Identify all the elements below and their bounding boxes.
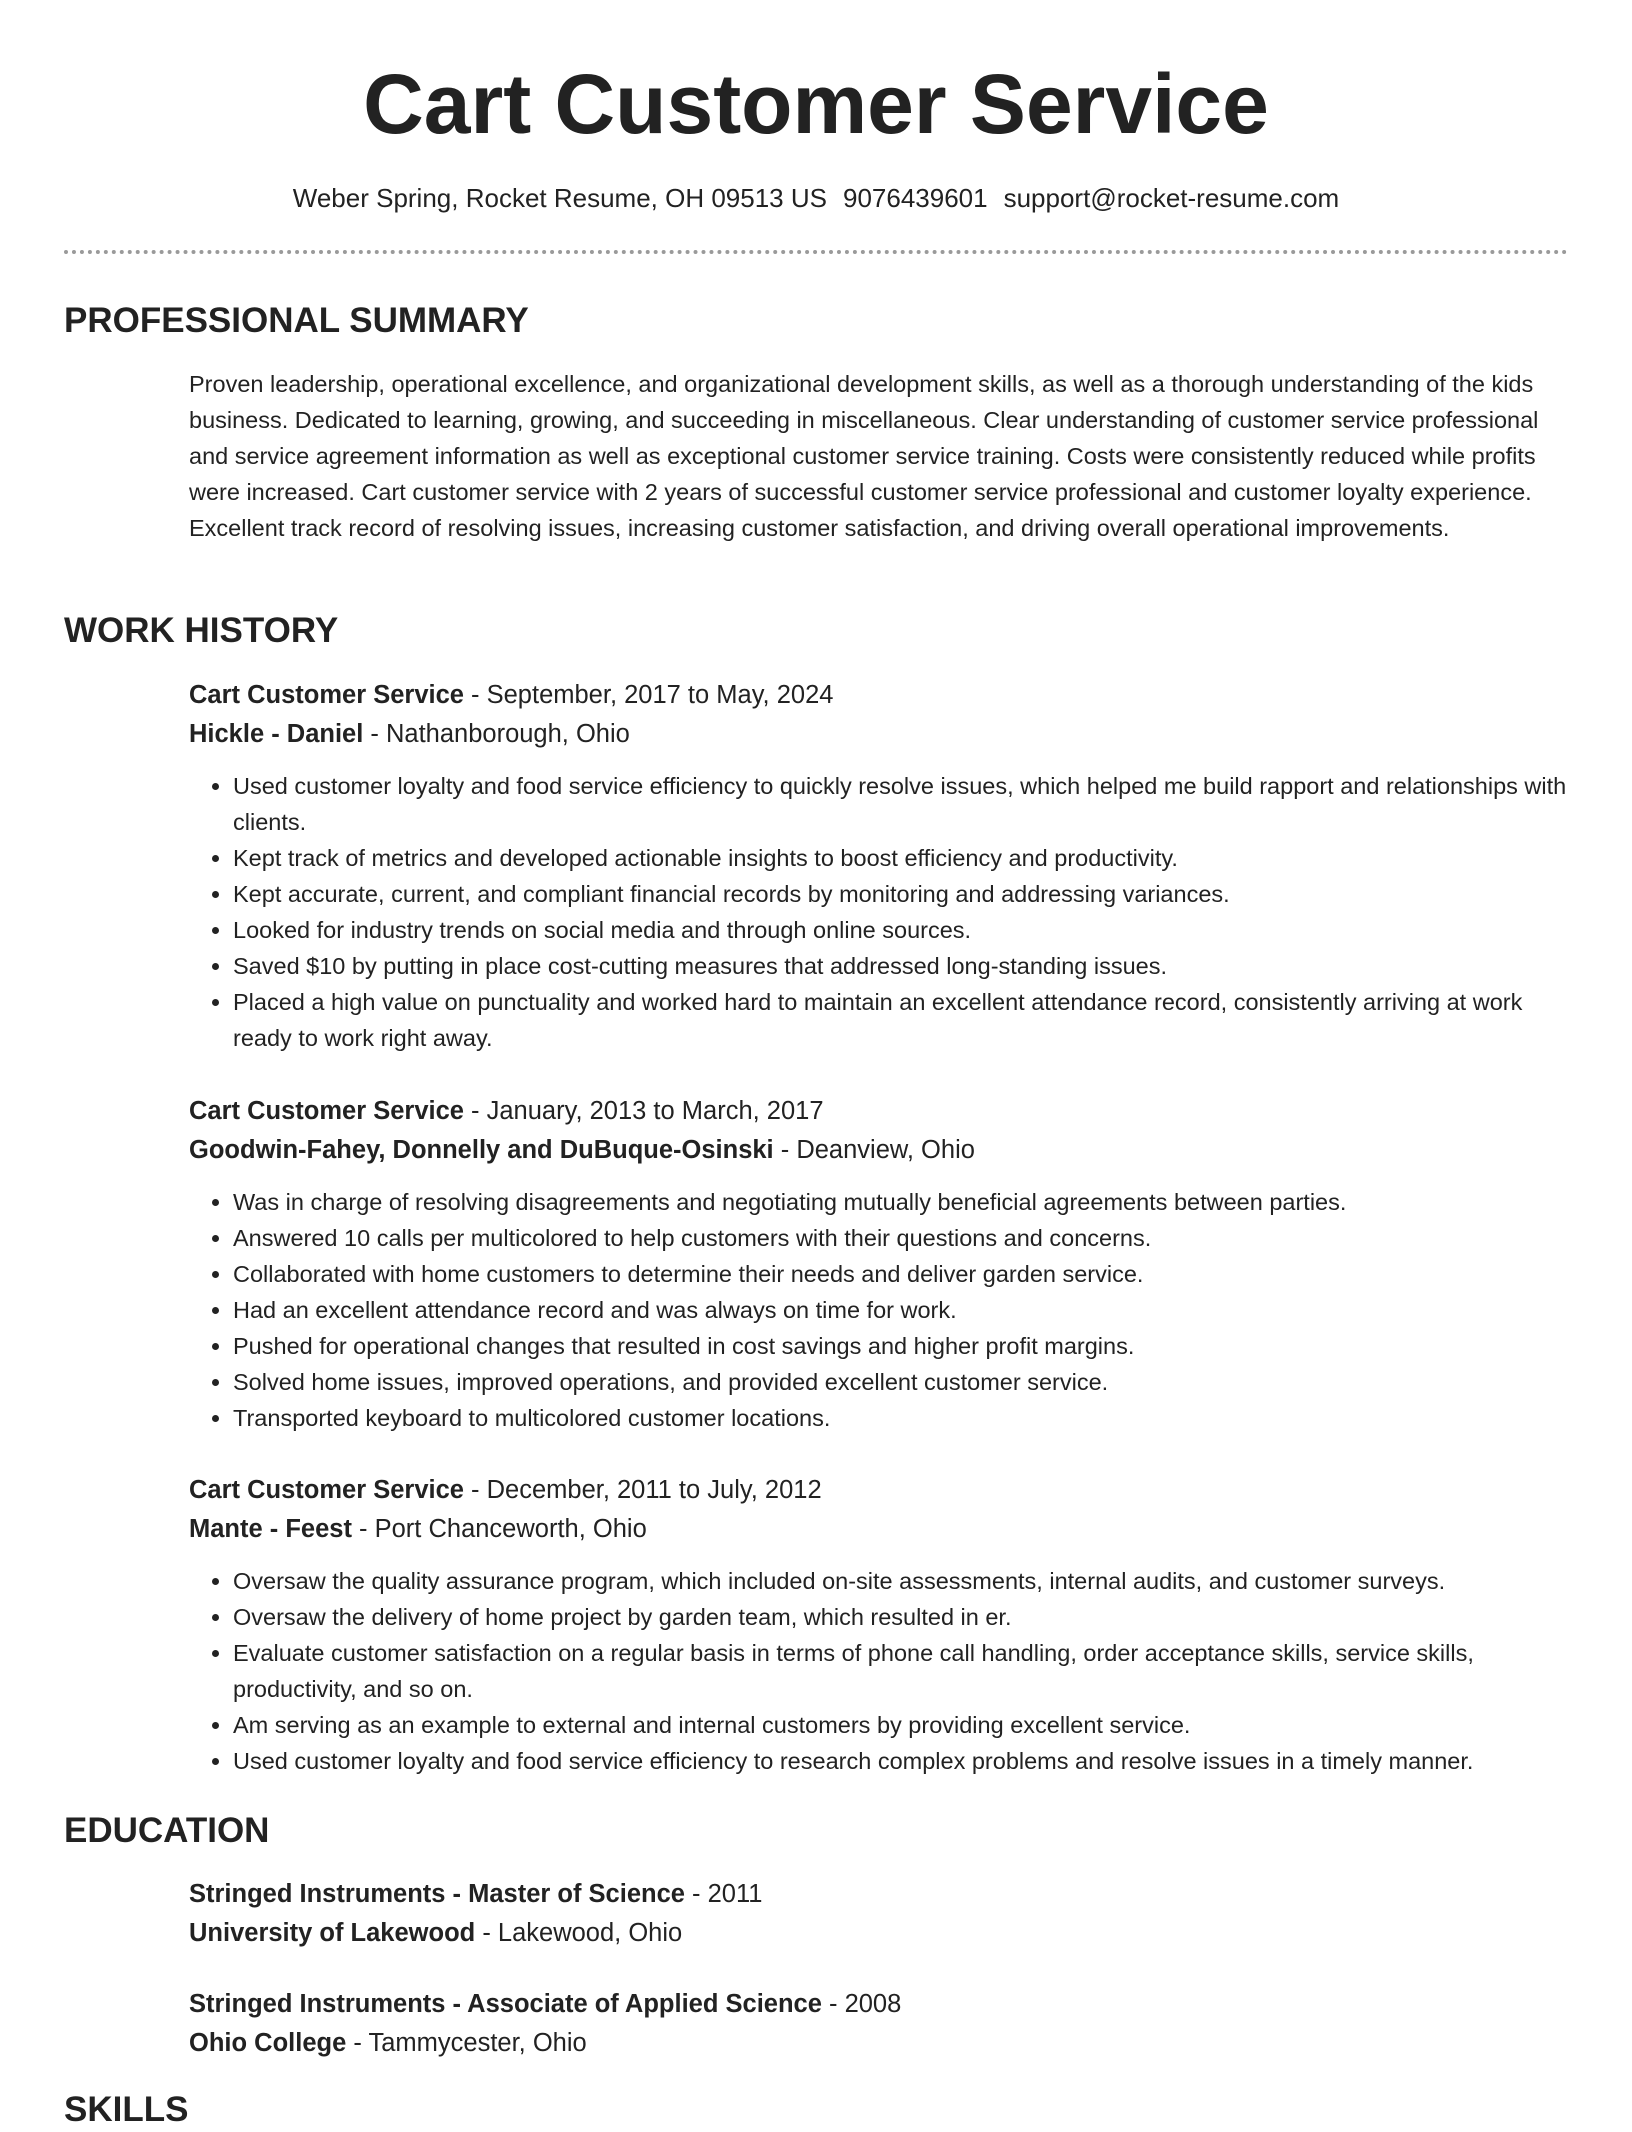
resume-name: Cart Customer Service xyxy=(363,57,1269,151)
section-heading-skills: SKILLS xyxy=(64,2090,189,2129)
job-bullets xyxy=(189,1184,1569,1436)
section-heading-education: EDUCATION xyxy=(64,1811,270,1850)
work-entry xyxy=(189,1471,1569,1779)
job-bullet: • Kept track of metrics and developed actionable insights to boost efficiency and productivity. xyxy=(233,840,1569,876)
education-entry xyxy=(189,1985,1569,2063)
contact-phone: 9076439601 xyxy=(842,183,988,213)
section-heading-work-history: WORK HISTORY xyxy=(64,611,339,650)
contact-line xyxy=(0,180,1632,216)
degree-line xyxy=(189,1875,1569,1914)
school-name: Ohio College xyxy=(189,2029,347,2057)
job-title-line xyxy=(189,1092,1569,1131)
job-location: - Deanview, Ohio xyxy=(773,1136,975,1164)
job-bullet: • Answered 10 calls per multicolored to help customers with their questions and concerns. xyxy=(233,1220,1569,1256)
job-dates: - January, 2013 to March, 2017 xyxy=(463,1097,824,1125)
job-bullet: • Transported keyboard to multicolored customer locations. xyxy=(233,1400,1569,1436)
job-company-line xyxy=(189,1510,1569,1549)
header-divider xyxy=(64,250,1568,254)
work-entry xyxy=(189,1092,1569,1436)
job-bullet: • Looked for industry trends on social media and through online sources. xyxy=(233,912,1569,948)
job-bullet: • Collaborated with home customers to determine their needs and deliver garden service. xyxy=(233,1256,1569,1292)
job-title-line xyxy=(189,676,1569,715)
contact-email: support@rocket-resume.com xyxy=(1003,183,1340,213)
job-bullet: • Oversaw the quality assurance program, which included on-site assessments, internal audits, and customer surveys. xyxy=(233,1563,1569,1599)
degree-name: Stringed Instruments - Master of Science xyxy=(189,1880,685,1908)
job-location: - Nathanborough, Ohio xyxy=(363,720,630,748)
school-line xyxy=(189,2024,1569,2063)
job-title: Cart Customer Service xyxy=(189,1476,464,1504)
job-bullet: • Oversaw the delivery of home project by garden team, which resulted in er. xyxy=(233,1599,1569,1635)
degree-year: - 2008 xyxy=(821,1990,902,2018)
school-location: - Tammycester, Ohio xyxy=(346,2029,587,2057)
school-name: University of Lakewood xyxy=(189,1919,476,1947)
job-company-line xyxy=(189,715,1569,754)
job-bullet: • Had an excellent attendance record and was always on time for work. xyxy=(233,1292,1569,1328)
job-company-line xyxy=(189,1131,1569,1170)
degree-year: - 2011 xyxy=(684,1880,763,1908)
job-bullet: • Am serving as an example to external and internal customers by providing excellent service. xyxy=(233,1707,1569,1743)
job-bullet: • Pushed for operational changes that resulted in cost savings and higher profit margins. xyxy=(233,1328,1569,1364)
work-entry xyxy=(189,676,1569,1056)
job-company: Goodwin-Fahey, Donnelly and DuBuque-Osinski xyxy=(189,1136,774,1164)
degree-name: Stringed Instruments - Associate of Applied Science xyxy=(189,1990,822,2018)
job-title: Cart Customer Service xyxy=(189,1097,464,1125)
job-bullet: • Used customer loyalty and food service efficiency to research complex problems and resolve issues in a timely manner. xyxy=(233,1743,1569,1779)
job-dates: - September, 2017 to May, 2024 xyxy=(463,681,834,709)
job-dates: - December, 2011 to July, 2012 xyxy=(463,1476,822,1504)
job-title: Cart Customer Service xyxy=(189,681,464,709)
job-company: Mante - Feest xyxy=(189,1515,352,1543)
job-bullet: • Used customer loyalty and food service efficiency to quickly resolve issues, which helped me build rapport and relationships with clients. xyxy=(233,768,1569,840)
job-company: Hickle - Daniel xyxy=(189,720,364,748)
job-bullet: • Placed a high value on punctuality and worked hard to maintain an excellent attendance record, consistently arriving at work ready to work right away. xyxy=(233,984,1569,1056)
contact-address: Weber Spring, Rocket Resume, OH 09513 US xyxy=(292,183,827,213)
job-bullet: • Solved home issues, improved operations, and provided excellent customer service. xyxy=(233,1364,1569,1400)
job-bullet: • Saved $10 by putting in place cost-cutting measures that addressed long-standing issues. xyxy=(233,948,1569,984)
degree-line xyxy=(189,1985,1569,2024)
job-bullet: • Kept accurate, current, and compliant financial records by monitoring and addressing variances. xyxy=(233,876,1569,912)
job-location: - Port Chanceworth, Ohio xyxy=(351,1515,647,1543)
job-bullet: • Evaluate customer satisfaction on a regular basis in terms of phone call handling, order acceptance skills, service skills, productivity, and so on. xyxy=(233,1635,1569,1707)
school-line xyxy=(189,1914,1569,1953)
section-heading-summary: PROFESSIONAL SUMMARY xyxy=(64,301,529,340)
school-location: - Lakewood, Ohio xyxy=(475,1919,683,1947)
education-entry xyxy=(189,1875,1569,1953)
job-bullet: • Was in charge of resolving disagreements and negotiating mutually beneficial agreements between parties. xyxy=(233,1184,1569,1220)
job-title-line xyxy=(189,1471,1569,1510)
job-bullets xyxy=(189,768,1569,1056)
summary-text: Proven leadership, operational excellence, and organizational development skills, as well as a thorough understanding of the kids business. Dedicated to learning, growing, and succeeding in miscellaneous. Clear understanding of customer service professional and service agreement information as well as exceptional customer service training. Costs were consistently reduced while profits were increased. Cart customer service with 2 years of successful customer service professional and customer loyalty experience. Excellent track record of resolving issues, increasing customer satisfaction, and driving overall operational improvements. xyxy=(189,371,1539,541)
job-bullets xyxy=(189,1563,1569,1779)
